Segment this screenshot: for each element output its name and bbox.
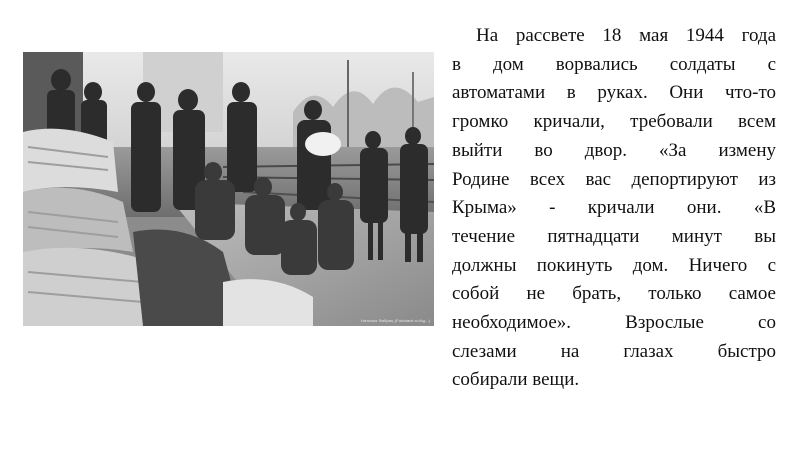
text-line: слезами на глазах быстро (452, 340, 776, 362)
text-line: собирали вещи. (452, 369, 580, 391)
text-line: должны покинуть дом. Ничего с (452, 254, 776, 276)
text-line: течение пятнадцати минут вы (452, 225, 776, 247)
photo-credit: Наталья Фабриц (Fotobank.ru/Ag...) (361, 318, 430, 323)
text-line: автоматами в руках. Они что-то (452, 82, 776, 104)
photo-image (23, 52, 434, 326)
text-line: Крыма» - кричали они. «В (452, 197, 776, 219)
text-line: На рассвете 18 мая 1944 года (476, 25, 776, 46)
text-line: Родине всех вас депортируют из (452, 168, 776, 190)
text-line: необходимое». Взрослые со (452, 312, 776, 334)
text-line: громко кричали, требовали всем (452, 111, 776, 133)
narrative-text (452, 22, 776, 395)
text-line: выйти во двор. «За измену (452, 139, 776, 161)
text-line: в дом ворвались солдаты с (452, 53, 776, 75)
deportation-photo (23, 52, 434, 326)
text-line: собой не брать, только самое (452, 283, 776, 305)
